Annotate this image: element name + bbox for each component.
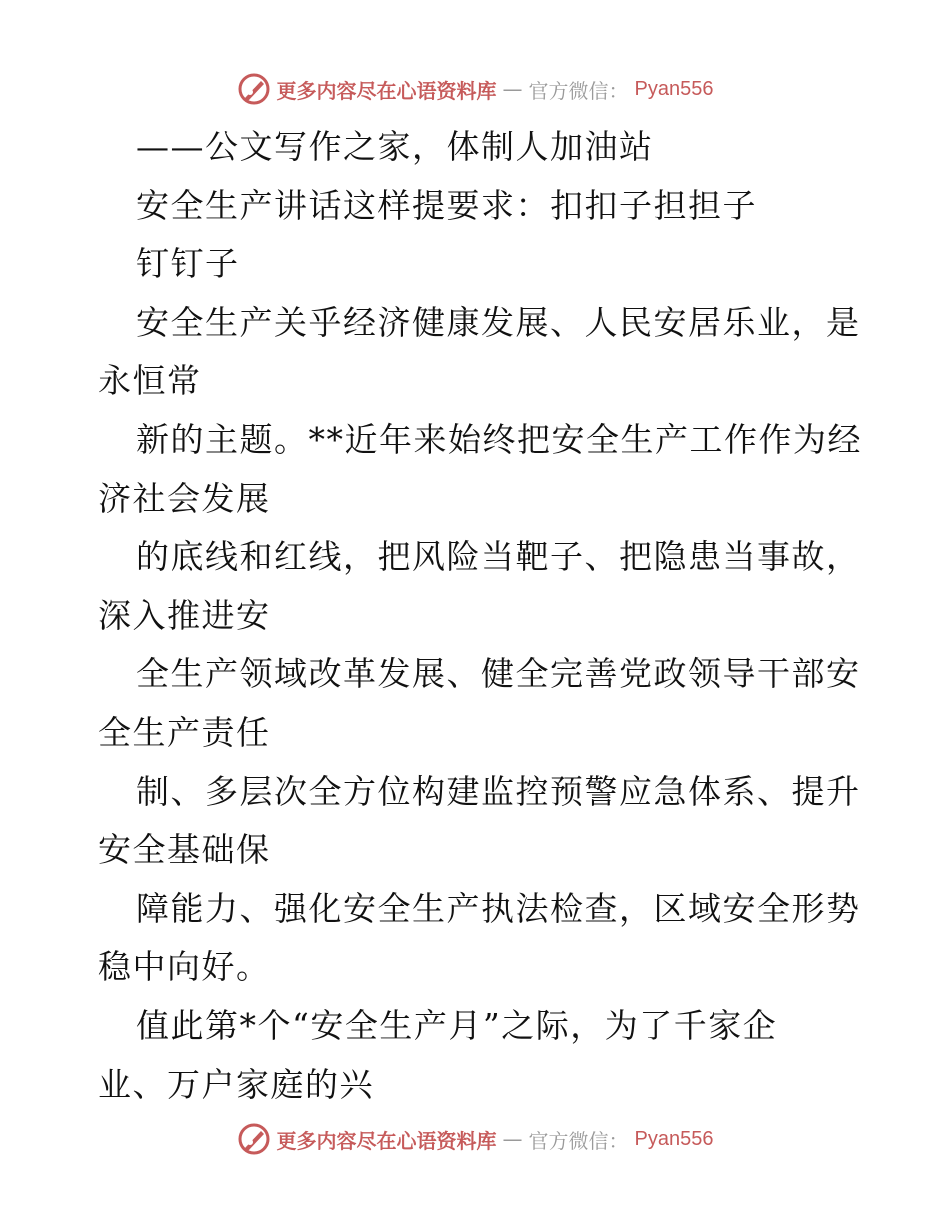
text-line: 稳中向好。 (98, 947, 271, 987)
watermark-wechat-label: 官方微信： (528, 78, 629, 103)
text-line: 新的主题。**近年来始终把安全生产工作作为经 (136, 419, 862, 459)
watermark-dash: — (502, 1127, 523, 1151)
text-line: 全生产责任 (98, 712, 271, 752)
text-line: 安全生产讲话这样提要求：扣扣子担担子 (136, 185, 757, 225)
text-line: 值此第*个“安全生产月”之际，为了千家企 (136, 1005, 778, 1045)
text-line: 钉钉子 (136, 244, 240, 284)
text-line: 业、万户家庭的兴 (98, 1064, 374, 1104)
watermark-dash: — (502, 77, 523, 101)
text-line: 济社会发展 (98, 478, 271, 518)
text-line: 深入推进安 (98, 595, 271, 635)
text-line: ——公文写作之家，体制人加油站 (136, 127, 654, 166)
text-line: 制、多层次全方位构建监控预警应急体系、提升 (136, 771, 861, 811)
pen-logo-icon (237, 1122, 271, 1156)
text-line: 全生产领域改革发展、健全完善党政领导干部安 (136, 654, 861, 694)
watermark-text: 更多内容尽在心语资料库 (276, 1128, 497, 1153)
text-line: 安全基础保 (98, 830, 271, 870)
text-line: 的底线和红线，把风险当靶子、把隐患当事故， (136, 537, 861, 577)
watermark-wechat-id: Pyan556 (634, 1127, 714, 1150)
watermark-text: 更多内容尽在心语资料库 (276, 78, 497, 103)
watermark-wechat-id: Pyan556 (634, 77, 714, 100)
document-body (98, 118, 862, 1114)
watermark-wechat-label: 官方微信： (528, 1128, 629, 1153)
footer-watermark (0, 1122, 950, 1156)
pen-logo-icon (237, 72, 271, 106)
text-line: 永恒常 (98, 361, 202, 401)
header-watermark (0, 72, 950, 106)
text-line: 障能力、强化安全生产执法检查，区域安全形势 (136, 888, 861, 928)
text-line: 安全生产关乎经济健康发展、人民安居乐业，是 (136, 302, 861, 342)
